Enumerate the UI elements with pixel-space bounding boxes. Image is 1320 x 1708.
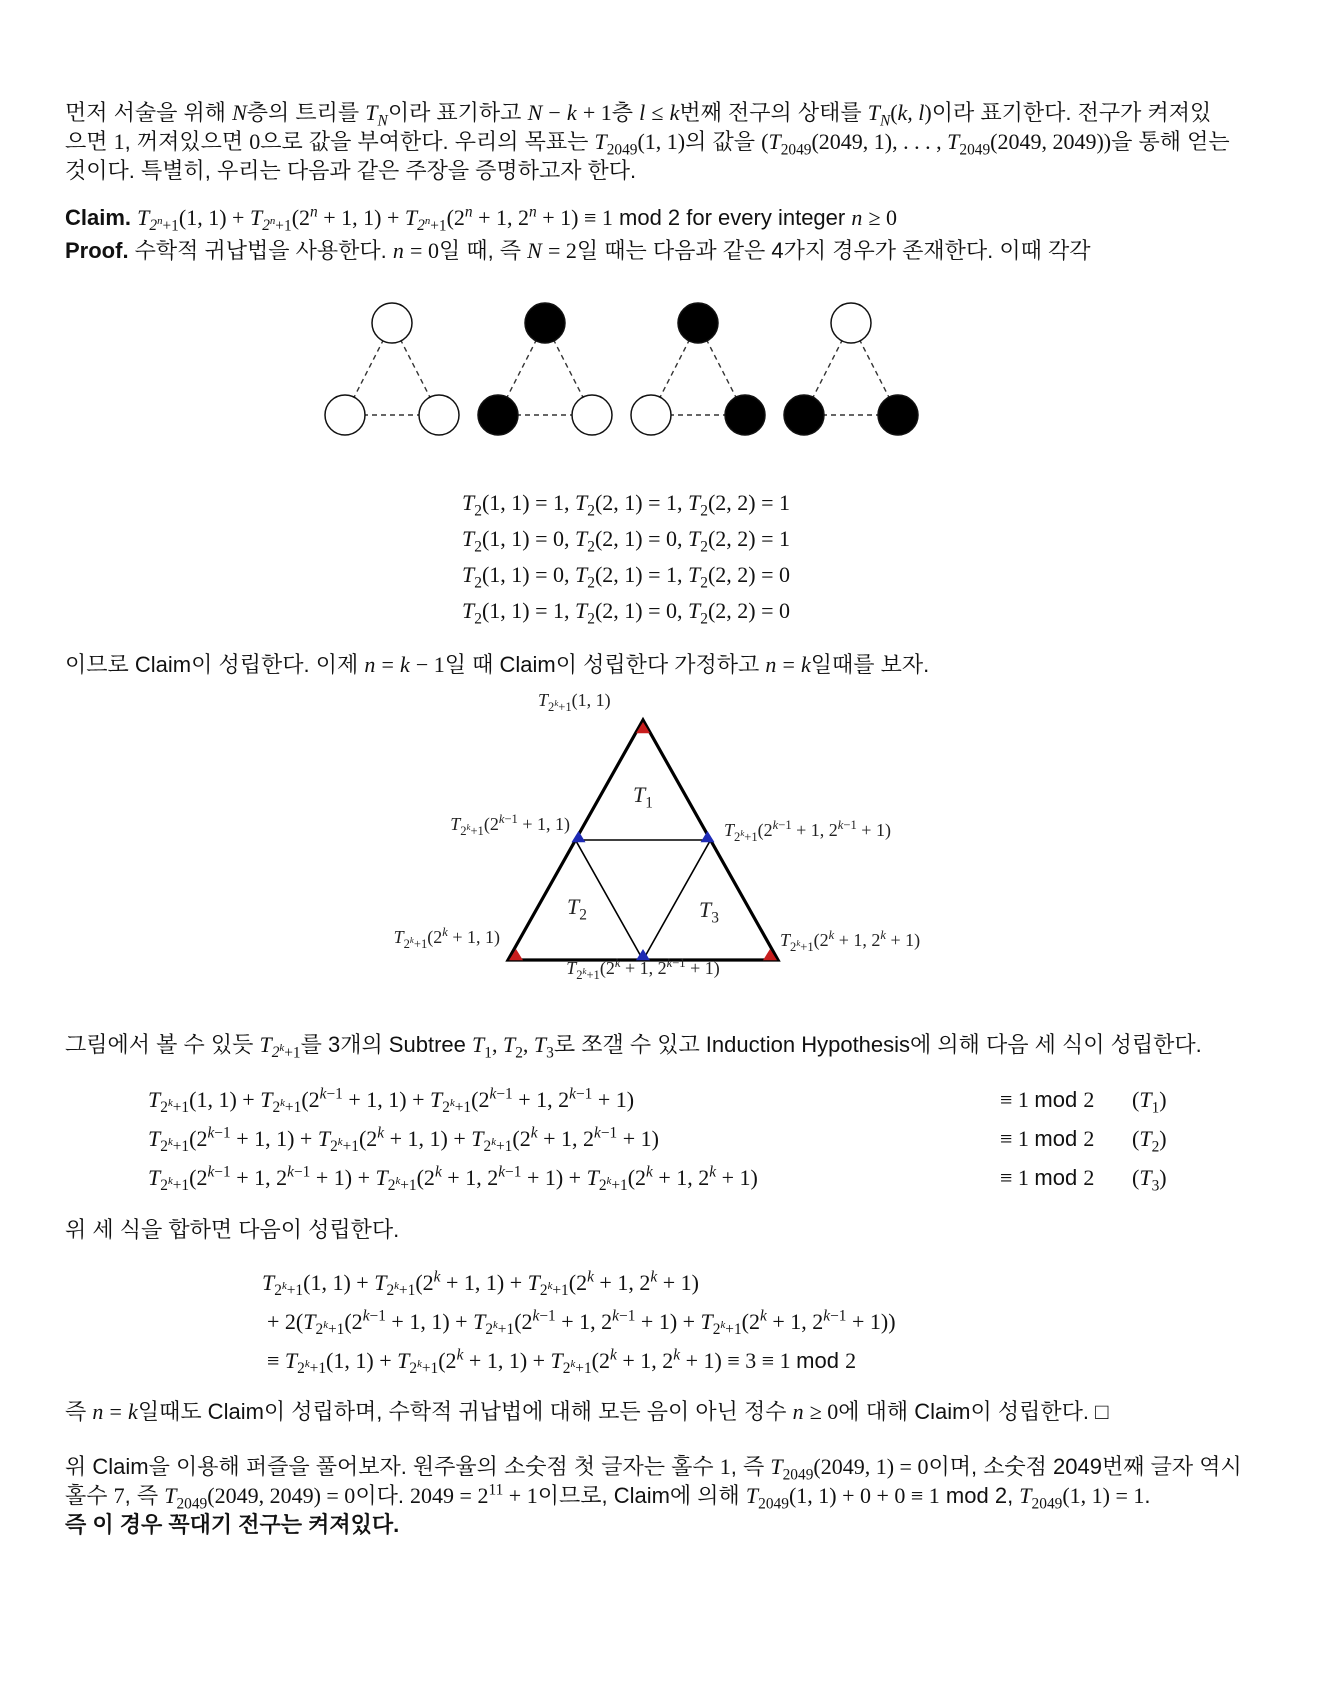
- base-case-tree: [784, 303, 918, 435]
- intro-line-3: 것이다. 특별히, 우리는 다음과 같은 주장을 증명하고자 한다.: [65, 158, 637, 183]
- base-case-equation: $T_2(1$, 1) = 0, $T_2(2$, 1) = 1, $T_2(2$, 2) = 0: [462, 562, 791, 592]
- bulb-right-off: [878, 395, 918, 435]
- label-mid-right-vertex: $T_{2^k+1}(2^{k-1} + 1$, $2^{k-1} + 1$): [724, 820, 891, 844]
- sum-sentence: 위 세 식을 합하면 다음이 성립한다.: [65, 1217, 400, 1242]
- label-bottom-mid-vertex: $T_{2^k+1}(2^k + 1$, $2^{k-1} + 1$): [566, 958, 720, 982]
- proof-statement: Proof. 수학적 귀납법을 사용한다. n = 0일 때, 즉 N = 2일 때는 다음과 같은 4가지 경우가 존재한다. 이때 각각: [65, 238, 1091, 263]
- final-line-1: 위 Claim을 이용해 퍼즐을 풀어보자. 원주율의 소숫점 첫 글자는 홀수 1, 즉 $T_{2049}(2049$, 1) = 0이며, 소숫점 2049번째 글자 역시: [65, 1454, 1242, 1484]
- base-case-tree: [631, 303, 765, 435]
- sum-equation-line: ≡ $T_{2^k+1}(1$, $1) + T_{2^k+1}(2^k + 1$, $1) + T_{2^k+1}(2^k + 1$, $2^k + 1) \equiv 3 \equiv 1$ mod 2: [267, 1346, 857, 1378]
- final-line-2: 홀수 7, 즉 $T_{2049}(2049$, 2049) = 0이다. $2049 = 2^{11} + 1$이므로, Claim에 의해 $T_{2049}(1$, 1) + 0 + 0 ≡ 1 mod 2, $T_{2049}(1$, 1) = 1.: [65, 1481, 1151, 1513]
- bulb-right-off: [725, 395, 765, 435]
- base-case-equation: $T_2(1$, 1) = 0, $T_2(2$, 1) = 0, $T_2(2$, 2) = 1: [462, 526, 791, 556]
- subtree-label-t3: $T_3$: [699, 897, 719, 927]
- hypothesis-rhs: ≡ 1 mod 2: [1000, 1126, 1095, 1151]
- bulb-left-on: [325, 395, 365, 435]
- bulb-right-on: [419, 395, 459, 435]
- base-case-equation: $T_2(1$, 1) = 1, $T_2(2$, 1) = 1, $T_2(2$, 2) = 1: [462, 490, 791, 520]
- base-case-diagrams: [0, 290, 1320, 440]
- subtree-triangle-figure: [0, 690, 1320, 1000]
- bulb-top-off: [525, 303, 565, 343]
- final-line-3: 즉 이 경우 꼭대기 전구는 켜져있다.: [65, 1512, 400, 1537]
- label-bottom-left-vertex: $T_{2^k+1}(2^k + 1$, 1): [393, 927, 500, 951]
- conclusion-sentence: 즉 n = k일때도 Claim이 성립하며, 수학적 귀납법에 대해 모든 음이 아닌 정수 n ≥ 0에 대해 Claim이 성립한다. □: [65, 1399, 1109, 1424]
- base-case-tree: [325, 303, 459, 435]
- claim-statement: Claim. $T_{2^n+1}(1$, $1) + T_{2^n+1}(2^n + 1$, $1) + T_{2^n+1}(2^n + 1$, $2^n + 1) \equiv 1$ mod 2 for every integer n ≥ 0: [65, 203, 898, 235]
- subtree-label-t1: $T_1$: [633, 782, 653, 812]
- midpoint-marker-right: [701, 831, 715, 842]
- hypothesis-lhs: $T_{2^k+1}(2^{k-1} + 1$, $2^{k-1} + 1) + T_{2^k+1}(2^k + 1$, $2^{k-1} + 1) + T_{2^k+1}(2^k + 1$, $2^k + 1$): [148, 1163, 758, 1195]
- claim-label: Claim.: [65, 205, 132, 230]
- intro-line-2: 으면 1, 꺼져있으면 0으로 값을 부여한다. 우리의 목표는 $T_{2049}(1$, 1)의 값을 ($T_{2049}(2049$, 1), . . . , $T_{2049}(2049$, 2049))을 통해 얻는: [65, 129, 1230, 159]
- induction-step-sentence: 이므로 Claim이 성립한다. 이제 n = k − 1일 때 Claim이 성립한다 가정하고 n = k일때를 보자.: [65, 652, 930, 677]
- bulb-top-off: [678, 303, 718, 343]
- sum-equation-line: + $2(T_{2^k+1}(2^{k-1} + 1$, $1) + T_{2^k+1}(2^{k-1} + 1$, $2^{k-1} + 1) + T_{2^k+1}(2^k + 1$, $2^{k-1} + 1$)): [267, 1307, 896, 1339]
- hypothesis-tag: $(T_1)$: [1132, 1087, 1167, 1117]
- label-bottom-right-vertex: $T_{2^k+1}(2^k + 1$, $2^k + 1$): [780, 930, 921, 954]
- hypothesis-tag: $(T_2)$: [1132, 1126, 1167, 1156]
- base-case-equation: $T_2(1$, 1) = 1, $T_2(2$, 1) = 0, $T_2(2$, 2) = 0: [462, 598, 791, 628]
- proof-label: Proof.: [65, 238, 129, 263]
- hypothesis-tag: $(T_3)$: [1132, 1165, 1167, 1195]
- bulb-left-off: [478, 395, 518, 435]
- bulb-right-on: [572, 395, 612, 435]
- hypothesis-lhs: $T_{2^k+1}(1$, $1) + T_{2^k+1}(2^{k-1} + 1$, $1) + T_{2^k+1}(2^{k-1} + 1$, $2^{k-1} + 1$): [148, 1085, 635, 1117]
- base-case-tree: [478, 303, 612, 435]
- subtree-label-t2: $T_2$: [567, 894, 587, 924]
- hypothesis-lhs: $T_{2^k+1}(2^{k-1} + 1$, $1) + T_{2^k+1}(2^k + 1$, $1) + T_{2^k+1}(2^k + 1$, $2^{k-1} + 1$): [148, 1124, 659, 1156]
- bulb-top-on: [831, 303, 871, 343]
- label-top-vertex: $T_{2^k+1}(1$, 1): [538, 690, 611, 714]
- sum-equation-line: $T_{2^k+1}(1$, $1) + T_{2^k+1}(2^k + 1$, $1) + T_{2^k+1}(2^k + 1$, $2^k + 1$): [262, 1268, 699, 1300]
- bulb-top-on: [372, 303, 412, 343]
- hypothesis-rhs: ≡ 1 mod 2: [1000, 1165, 1095, 1190]
- midpoint-marker-left: [572, 831, 586, 842]
- final-paragraph: [65, 1452, 1265, 1539]
- intro-paragraph: [65, 98, 1265, 185]
- hypothesis-rhs: ≡ 1 mod 2: [1000, 1087, 1095, 1112]
- subtree-sentence: 그림에서 볼 수 있듯 $T_{2^k+1}$를 3개의 Subtree $T_1$, $T_2$, $T_3$로 쪼갤 수 있고 Induction Hypothesis에 의해 다음 세 식이 성립한다.: [65, 1032, 1202, 1062]
- label-mid-left-vertex: $T_{2^k+1}(2^{k-1} + 1$, 1): [450, 814, 570, 838]
- bulb-left-off: [784, 395, 824, 435]
- intro-line-1: 먼저 서술을 위해 N층의 트리를 $T_N$이라 표기하고 N − k + 1층 l ≤ k번째 전구의 상태를 $T_N(k$, l)이라 표기한다. 전구가 켜져있: [65, 100, 1212, 130]
- bulb-left-on: [631, 395, 671, 435]
